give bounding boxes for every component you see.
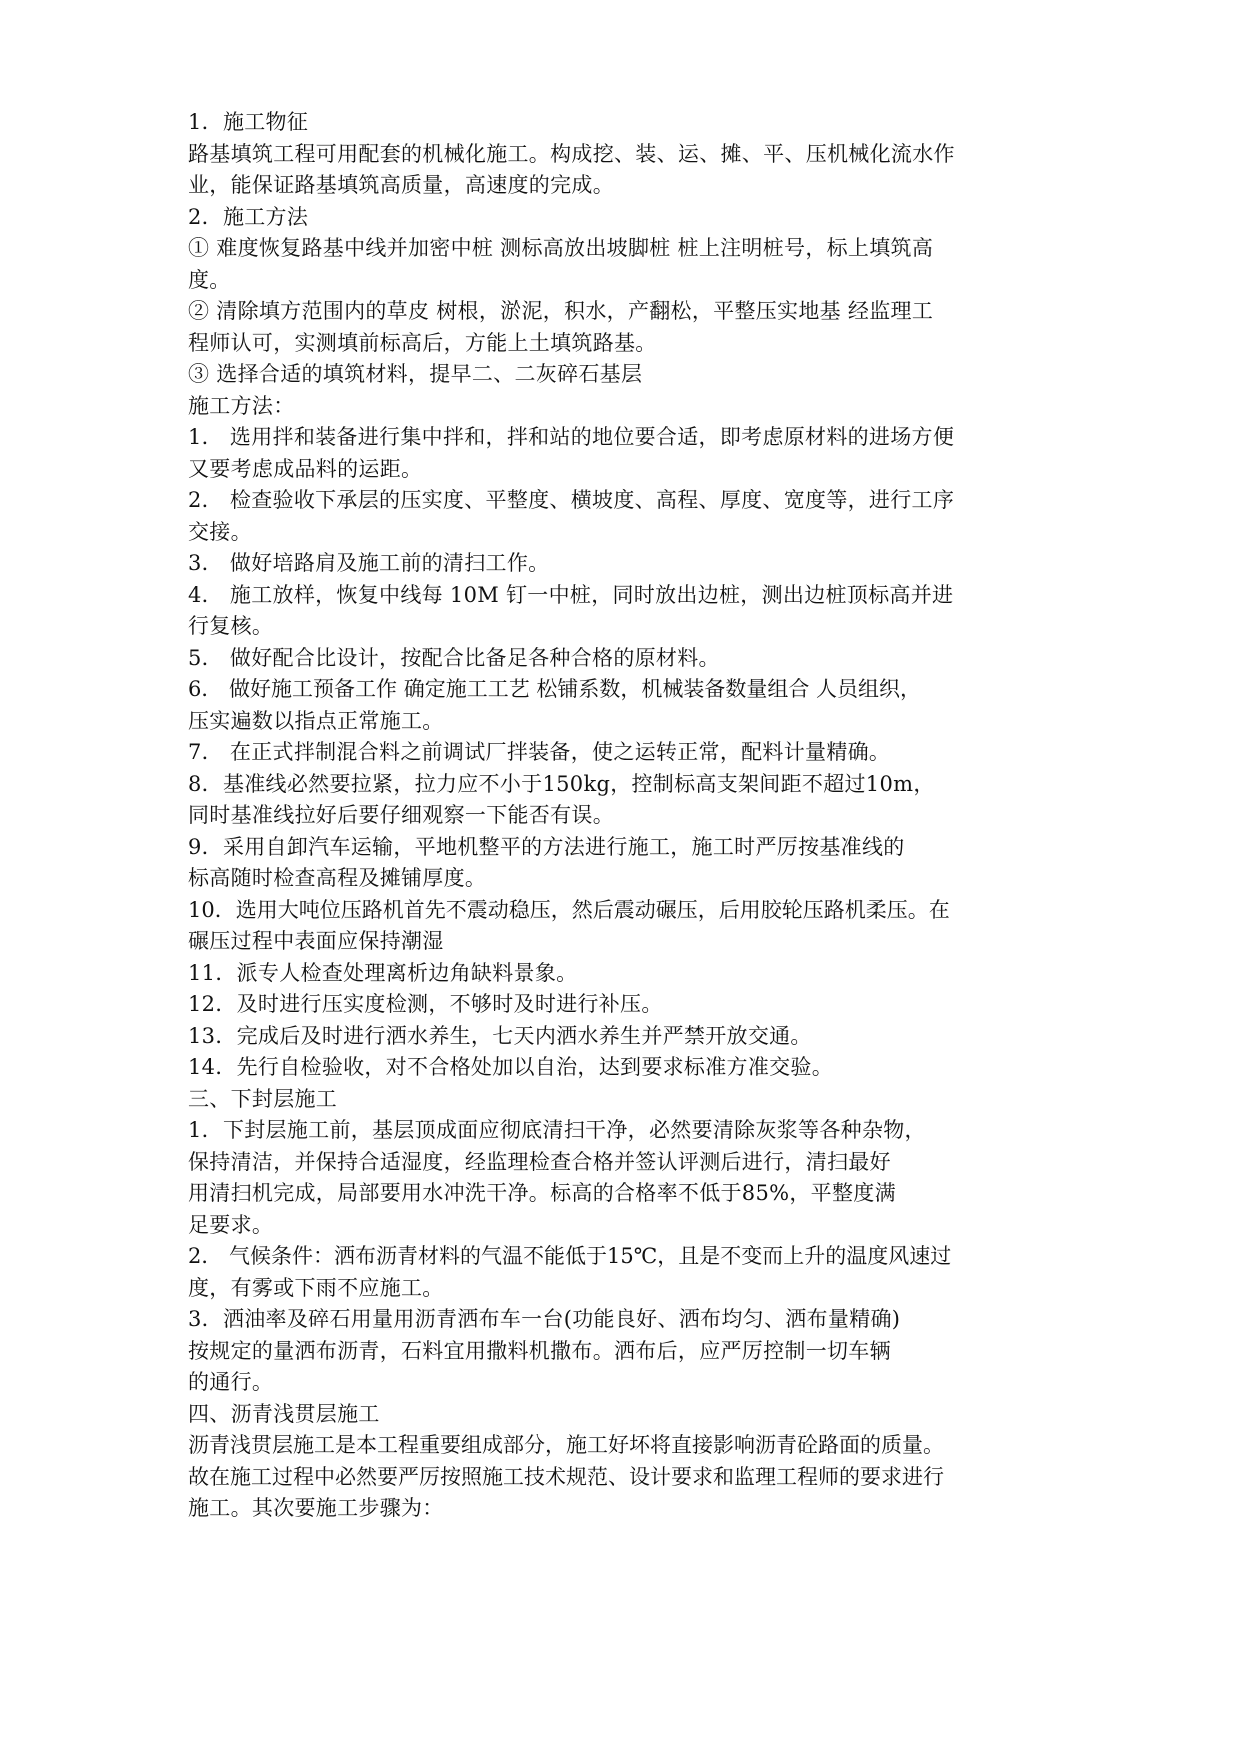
paragraph-line: 业，能保证路基填筑高质量，高速度的完成。 [188, 173, 614, 197]
list-item-line: 标高随时检查高程及摊铺厚度。 [188, 866, 487, 890]
list-item-line: 11．派专人检查处理离析边角缺料景象。 [188, 960, 578, 985]
list-item-line: 压实遍数以指点正常施工。 [188, 708, 444, 733]
list-item-line: 6． 做好施工预备工作 确定施工工艺 松铺系数，机械装备数量组合 人员组织， [188, 677, 922, 701]
paragraph-line: 故在施工过程中必然要严厉按照施工技术规范、设计要求和监理工程师的要求进行 [188, 1464, 944, 1489]
list-item-line: 9．采用自卸汽车运输，平地机整平的方法进行施工，施工时严厉按基准线的 [188, 834, 905, 859]
paragraph-line: ② 清除填方范围内的草皮 树根，淤泥，积水，产翻松，平整压实地基 经监理工 [188, 299, 934, 323]
list-item-line: 交接。 [188, 519, 252, 544]
list-item-line: 度，有雾或下雨不应施工。 [188, 1275, 444, 1300]
paragraph-line: ① 难度恢复路基中线并加密中桩 测标高放出坡脚桩 桩上注明桩号，标上填筑高 [188, 236, 934, 260]
paragraph-line: 度。 [188, 267, 231, 292]
document-body [188, 107, 1078, 1525]
heading-method: 施工方法： [188, 393, 295, 418]
list-item-line: 的通行。 [188, 1370, 274, 1394]
paragraph-line: 沥青浅贯层施工是本工程重要组成部分，施工好坏将直接影响沥青砼路面的质量。 [188, 1433, 944, 1457]
list-item-line: 14．先行自检验收，对不合格处加以自治，达到要求标准方准交验。 [188, 1055, 834, 1079]
list-item-line: 足要求。 [188, 1212, 274, 1237]
paragraph-line: 程师认可，实测填前标高后，方能上土填筑路基。 [188, 330, 657, 355]
heading-asphalt-penetration-layer: 四、沥青浅贯层施工 [188, 1401, 380, 1426]
list-item-line: 1．下封层施工前，基层顶成面应彻底清扫干净，必然要清除灰浆等各种杂物， [188, 1118, 926, 1142]
heading-construction-method: 2．施工方法 [188, 204, 309, 229]
heading-construction-features: 1．施工物征 [188, 110, 309, 134]
list-item-line: 同时基准线拉好后要仔细观察一下能否有误。 [188, 803, 614, 827]
list-item-line: 按规定的量洒布沥青，石料宜用撒料机撒布。洒布后，应严厉控制一切车辆 [188, 1338, 891, 1363]
list-item-line: 行复核。 [188, 614, 274, 638]
list-item-line: 2． 检查验收下承层的压实度、平整度、横坡度、高程、厚度、宽度等，进行工序 [188, 488, 955, 512]
list-item-line: 3．洒油率及碎石用量用沥青洒布车一台(功能良好、洒布均匀、洒布量精确) [188, 1307, 901, 1331]
list-item-line: 2． 气候条件：洒布沥青材料的气温不能低于15℃，且是不变而上升的温度风速过 [188, 1244, 952, 1268]
list-item-line: 5． 做好配合比设计，按配合比备足各种合格的原材料。 [188, 645, 720, 670]
list-item-line: 1． 选用拌和装备进行集中拌和，拌和站的地位要合适，即考虑原材料的进场方便 [188, 425, 955, 449]
list-item-line: 4． 施工放样，恢复中线每 10M 钉一中桩，同时放出边桩，测出边桩顶标高并进 [188, 582, 954, 607]
list-item-line: 又要考虑成品料的运距。 [188, 456, 423, 481]
paragraph-line: 施工。其次要施工步骤为： [188, 1496, 444, 1520]
list-item-line: 13．完成后及时进行洒水养生，七天内洒水养生并严禁开放交通。 [188, 1023, 812, 1048]
heading-lower-seal-layer: 三、下封层施工 [188, 1086, 338, 1111]
list-item-line: 8．基准线必然要拉紧，拉力应不小于150kg，控制标高支架间距不超过10m， [188, 771, 935, 796]
list-item-line: 碾压过程中表面应保持潮湿 [188, 929, 444, 953]
paragraph-line: 路基填筑工程可用配套的机械化施工。构成挖、装、运、摊、平、压机械化流水作 [188, 141, 955, 166]
list-item-line: 保持清洁，并保持合适湿度，经监理检查合格并签认评测后进行，清扫最好 [188, 1149, 891, 1174]
list-item-line: 12．及时进行压实度检测，不够时及时进行补压。 [188, 992, 663, 1016]
list-item-line: 7． 在正式拌制混合料之前调试厂拌装备，使之运转正常，配料计量精确。 [188, 740, 891, 764]
list-item-line: 3． 做好培路肩及施工前的清扫工作。 [188, 551, 550, 575]
paragraph-line: ③ 选择合适的填筑材料，提早二、二灰碎石基层 [188, 362, 643, 386]
list-item-line: 10．选用大吨位压路机首先不震动稳压，然后震动碾压，后用胶轮压路机柔压。在 [188, 897, 950, 922]
list-item-line: 用清扫机完成，局部要用水冲洗干净。标高的合格率不低于85%，平整度满 [188, 1181, 896, 1205]
